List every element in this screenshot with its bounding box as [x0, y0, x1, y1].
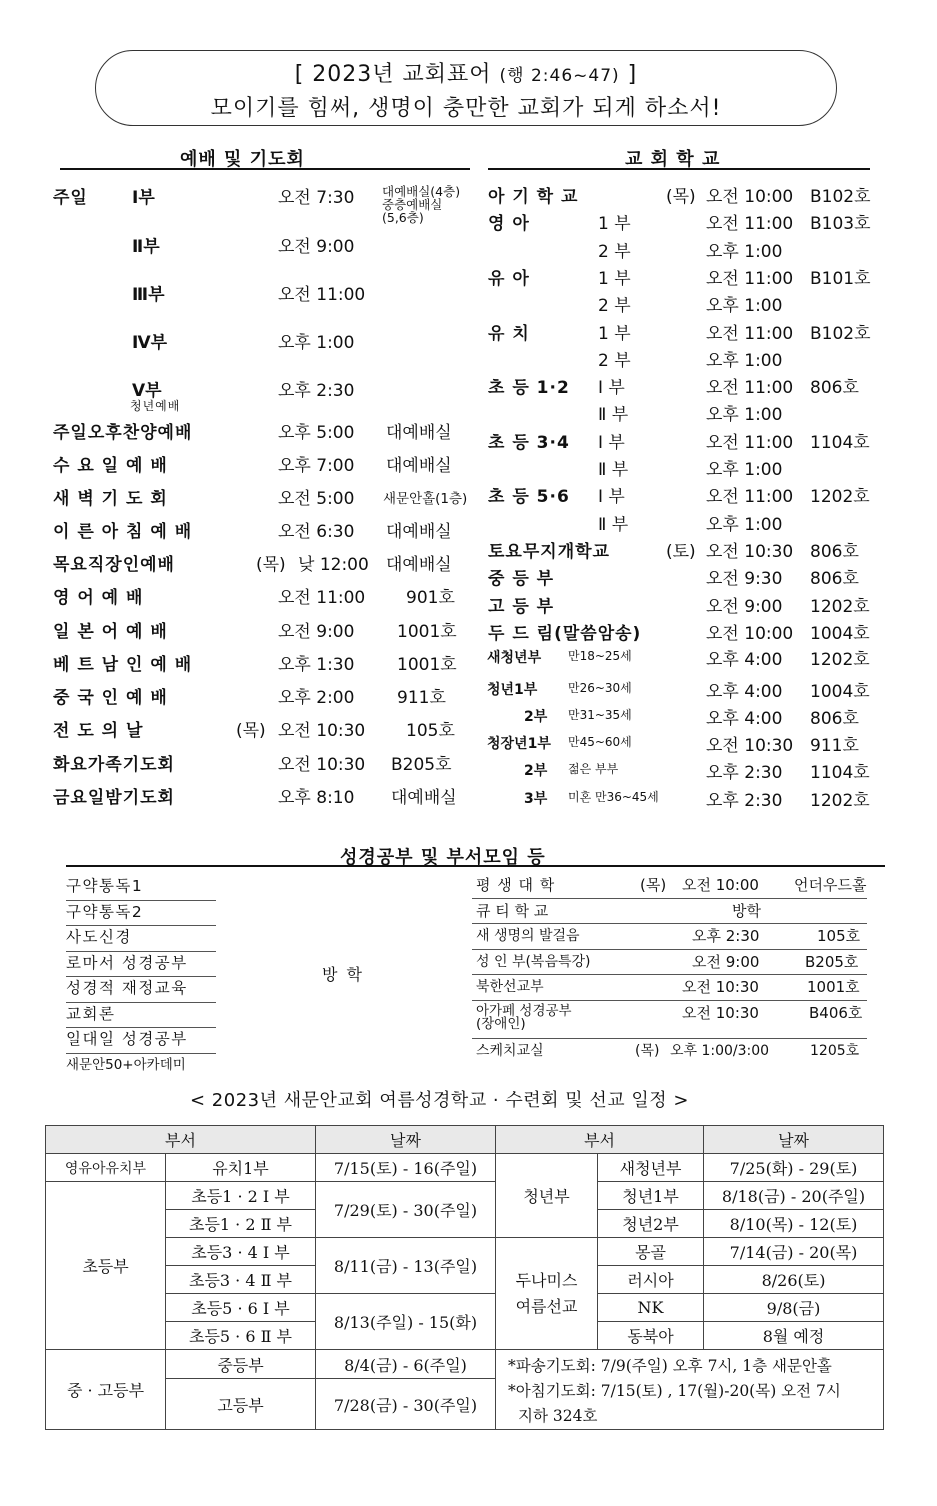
youth-age: 만18~25세: [568, 649, 632, 663]
service-time: 오전 7:30: [278, 188, 355, 208]
school-room: B103호: [810, 214, 871, 235]
youth-time: 오후 2:30: [706, 763, 783, 783]
worship-time: 오후 5:00: [278, 423, 355, 443]
school-time: 오전 10:00: [706, 623, 794, 644]
worship-name: 베 트 남 인 예 배: [53, 655, 193, 675]
service-part: Ⅱ부: [132, 237, 160, 257]
date-cell: 8/26(토): [704, 1266, 884, 1294]
header-date: 날짜: [704, 1126, 884, 1154]
school-room: B101호: [810, 268, 871, 289]
school-time: 오전 11:00: [706, 487, 794, 508]
youth-age: 만45~60세: [568, 735, 632, 749]
date-cell: 7/15(토) - 16(주일): [316, 1154, 496, 1182]
sub-cell: 초등1 · 2 Ⅱ 부: [166, 1210, 316, 1238]
service-part: Ⅰ부: [132, 188, 155, 208]
sunday-locations: 대예배실(4층) 중층예배실 (5,6층): [382, 184, 461, 225]
sub-cell: 청년1부: [598, 1182, 704, 1210]
worship-time: 오전 11:00: [278, 588, 366, 608]
prayer-notes: *파송기도회: 7/9(주일) 오후 7시, 1층 새문안홀 *아침기도회: 7/15(토) , 17(월)-20(목) 오전 7시 지하 324호: [496, 1350, 884, 1430]
school-part: Ⅱ 부: [598, 514, 629, 535]
school-dept: 아 기 학 교: [488, 187, 579, 207]
motto-banner: [95, 50, 837, 126]
youth-room: 1004호: [810, 682, 870, 702]
school-dept: 고 등 부: [488, 596, 555, 617]
group-cell: 초등부: [46, 1182, 166, 1350]
school-room: 1104호: [810, 432, 870, 453]
youth-service-note: 청년예배: [130, 399, 181, 413]
sub-cell: 몽골: [598, 1238, 704, 1266]
school-part: Ⅰ 부: [598, 432, 625, 453]
youth-age: 젊은 부부: [568, 762, 619, 776]
youth-age: 만31~35세: [568, 708, 632, 722]
study-rule: [66, 865, 885, 867]
school-dept: 두 드 림(말씀암송): [488, 623, 642, 644]
worship-loc: 대예배실: [386, 456, 452, 476]
table-header-row: [46, 1126, 884, 1154]
summer-schedule-table: [45, 1125, 884, 1430]
study-left-list: [66, 875, 216, 1078]
service-part: Ⅴ부: [132, 381, 162, 401]
sub-cell: 초등3 · 4 Ⅰ 부: [166, 1238, 316, 1266]
worship-time: 낮 12:00: [298, 555, 369, 575]
school-room: 806호: [810, 569, 859, 590]
table-row: [46, 1350, 884, 1379]
school-part: 2 부: [598, 350, 631, 371]
worship-name: 전 도 의 날: [53, 721, 144, 741]
date-cell: 7/29(토) - 30(주일): [316, 1182, 496, 1238]
study-row: 스케치교실 (목) 오후 1:00/3:00 1205호: [476, 1042, 860, 1059]
school-time: 오전 11:00: [706, 378, 794, 399]
worship-name: 금요일밤기도회: [53, 788, 175, 808]
study-item: 새문안50+아카데미: [66, 1056, 186, 1073]
school-time: 오후 1:00: [706, 460, 783, 480]
youth-time: 오후 4:00: [706, 709, 783, 729]
summer-title: < 2023년 새문안교회 여름성경학교 · 수련회 및 선교 일정 >: [190, 1090, 689, 1111]
sunday-label: 주일: [53, 188, 88, 208]
worship-loc: 901호: [406, 588, 455, 608]
study-item: 일대일 성경공부: [66, 1028, 216, 1054]
worship-loc: 대예배실: [386, 423, 452, 443]
date-cell: 8/13(주일) - 15(화): [316, 1294, 496, 1350]
school-dept: 유 치: [488, 323, 530, 344]
youth-time: 오후 2:30: [706, 791, 783, 811]
worship-rule: [60, 168, 470, 170]
worship-loc: 대예배실: [386, 522, 452, 542]
table-row: [46, 1154, 884, 1182]
service-time: 오후 2:30: [278, 381, 355, 401]
date-cell: 8/4(금) - 6(주일): [316, 1350, 496, 1379]
sub-cell: 동북아: [598, 1322, 704, 1350]
worship-name: 수 요 일 예 배: [53, 456, 168, 476]
service-time: 오전 9:00: [278, 237, 355, 257]
service-time: 오전 11:00: [278, 285, 366, 305]
youth-dept: 청장년1부: [487, 736, 551, 752]
school-day: (목): [666, 187, 696, 207]
sub-cell: 러시아: [598, 1266, 704, 1294]
service-part: Ⅳ부: [132, 333, 168, 353]
youth-room: 1202호: [810, 791, 870, 811]
worship-title: 예배 및 기도회: [180, 149, 305, 170]
youth-room: 911호: [810, 736, 859, 756]
group-cell: 중 · 고등부: [46, 1350, 166, 1430]
date-cell: 7/28(금) - 30(주일): [316, 1379, 496, 1430]
motto-line1: [ 2023년 교회표어 (행 2:46~47) ]: [294, 62, 638, 87]
date-cell: 9/8(금): [704, 1294, 884, 1322]
study-item: 구약통독2: [66, 901, 216, 927]
header-date: 날짜: [316, 1126, 496, 1154]
school-day: (토): [666, 541, 696, 562]
youth-room: 1202호: [810, 650, 870, 670]
date-cell: 8월 예정: [704, 1322, 884, 1350]
school-time: 오전 9:30: [706, 569, 783, 590]
worship-day: (목): [256, 555, 286, 575]
group-cell: 청년부: [496, 1154, 598, 1238]
study-item: 성경적 재정교육: [66, 977, 216, 1003]
school-title: 교 회 학 교: [625, 149, 721, 170]
school-room: B102호: [810, 187, 871, 207]
school-time: 오후 1:00: [706, 296, 783, 317]
sub-cell: 초등5 · 6 Ⅰ 부: [166, 1294, 316, 1322]
worship-name: 주일오후찬양예배: [53, 423, 193, 443]
study-item: 로마서 성경공부: [66, 952, 216, 978]
school-time: 오전 10:00: [706, 187, 794, 207]
youth-room: 1104호: [810, 763, 870, 783]
school-part: 2 부: [598, 296, 631, 317]
school-dept: 초 등 5·6: [488, 487, 570, 508]
header-dept: 부서: [46, 1126, 316, 1154]
study-row: 북한선교부 오전 10:30 1001호: [472, 975, 867, 1001]
sub-cell: 초등1 · 2 Ⅰ 부: [166, 1182, 316, 1210]
sub-cell: 유치1부: [166, 1154, 316, 1182]
youth-dept: 2부: [524, 763, 548, 779]
worship-name: 영 어 예 배: [53, 588, 144, 608]
study-left-status: 방 학: [322, 965, 364, 984]
sub-cell: 초등5 · 6 Ⅱ 부: [166, 1322, 316, 1350]
youth-time: 오후 4:00: [706, 650, 783, 670]
study-row: 큐 티 학 교 방학: [472, 899, 867, 925]
worship-time: 오전 10:30: [278, 755, 366, 775]
youth-dept: 청년1부: [487, 682, 538, 698]
study-row: 새 생명의 발걸음 오후 2:30 105호: [472, 924, 867, 950]
school-time: 오후 1:00: [706, 514, 783, 535]
worship-loc: 105호: [406, 721, 455, 741]
youth-age: 만26~30세: [568, 681, 632, 695]
worship-time: 오후 7:00: [278, 456, 355, 476]
worship-time: 오후 2:00: [278, 688, 355, 708]
service-part: Ⅲ부: [132, 285, 165, 305]
school-room: B102호: [810, 323, 871, 344]
worship-name: 목요직장인예배: [53, 555, 175, 575]
study-item: 사도신경: [66, 926, 216, 952]
date-cell: 8/11(금) - 13(주일): [316, 1238, 496, 1294]
table-row: [46, 1294, 884, 1322]
group-cell: 두나미스 여름선교: [496, 1238, 598, 1350]
table-row: [46, 1182, 884, 1210]
school-time: 오후 1:00: [706, 350, 783, 371]
worship-loc: 새문안홀(1층): [383, 491, 468, 507]
youth-time: 오후 4:00: [706, 682, 783, 702]
school-room: 1202호: [810, 487, 870, 508]
study-row: 아가페 성경공부 (장애인) 오전 10:30 B406호: [472, 1001, 867, 1039]
worship-name: 화요가족기도회: [53, 755, 175, 775]
school-room: 1004호: [810, 623, 870, 644]
youth-dept: 3부: [524, 791, 548, 807]
sub-cell: 청년2부: [598, 1210, 704, 1238]
school-time: 오후 1:00: [706, 241, 783, 262]
school-dept: 토요무지개학교: [488, 541, 610, 562]
worship-loc: 1001호: [397, 622, 457, 642]
youth-dept: 새청년부: [487, 650, 542, 666]
worship-time: 오전 10:30: [278, 721, 366, 741]
school-dept: 유 아: [488, 268, 530, 289]
school-time: 오전 10:30: [706, 541, 794, 562]
school-room: 1202호: [810, 596, 870, 617]
school-dept: 영 아: [488, 214, 530, 235]
date-cell: 7/14(금) - 20(목): [704, 1238, 884, 1266]
study-right-list: [472, 873, 867, 1063]
worship-loc: 911호: [397, 688, 446, 708]
service-time: 오후 1:00: [278, 333, 355, 353]
sub-cell: NK: [598, 1294, 704, 1322]
study-item: 교회론: [66, 1003, 216, 1029]
worship-time: 오후 8:10: [278, 788, 355, 808]
school-part: 1 부: [598, 323, 631, 344]
sub-cell: 초등3 · 4 Ⅱ 부: [166, 1266, 316, 1294]
date-cell: 8/18(금) - 20(주일): [704, 1182, 884, 1210]
school-part: 1 부: [598, 268, 631, 289]
school-time: 오전 11:00: [706, 323, 794, 344]
worship-loc: 대예배실: [391, 788, 457, 808]
school-time: 오전 11:00: [706, 214, 794, 235]
worship-time: 오전 9:00: [278, 622, 355, 642]
worship-time: 오전 5:00: [278, 489, 355, 509]
sub-cell: 새청년부: [598, 1154, 704, 1182]
worship-name: 일 본 어 예 배: [53, 622, 168, 642]
group-cell: 영유아유치부: [46, 1154, 166, 1182]
sub-cell: 중등부: [166, 1350, 316, 1379]
study-item: 구약통독1: [66, 875, 216, 901]
study-row: 평 생 대 학 (목) 오전 10:00 언더우드홀: [472, 873, 867, 899]
school-part: 1 부: [598, 214, 631, 235]
worship-loc: B205호: [391, 755, 452, 775]
youth-room: 806호: [810, 709, 859, 729]
date-cell: 7/25(화) - 29(토): [704, 1154, 884, 1182]
school-time: 오후 1:00: [706, 405, 783, 426]
youth-age: 미혼 만36~45세: [568, 790, 659, 804]
worship-loc: 대예배실: [386, 555, 452, 575]
school-time: 오전 11:00: [706, 268, 794, 289]
school-time: 오전 9:00: [706, 596, 783, 617]
date-cell: 8/10(목) - 12(토): [704, 1210, 884, 1238]
worship-day: (목): [236, 721, 266, 741]
youth-time: 오전 10:30: [706, 736, 794, 756]
school-part: Ⅱ 부: [598, 460, 629, 480]
study-row: 성 인 부(복음특강) 오전 9:00 B205호: [472, 950, 867, 976]
school-part: Ⅰ 부: [598, 487, 625, 508]
school-room: 806호: [810, 541, 859, 562]
sub-cell: 고등부: [166, 1379, 316, 1430]
school-dept: 초 등 3·4: [488, 432, 570, 453]
school-rule: [488, 168, 870, 170]
school-dept: 중 등 부: [488, 569, 555, 590]
header-dept: 부서: [496, 1126, 704, 1154]
worship-name: 새 벽 기 도 회: [53, 489, 168, 509]
motto-line2: 모이기를 힘써, 생명이 충만한 교회가 되게 하소서!: [210, 96, 722, 121]
school-dept: 초 등 1·2: [488, 378, 570, 399]
school-part: Ⅰ 부: [598, 378, 625, 399]
table-row: [46, 1238, 884, 1266]
study-title: 성경공부 및 부서모임 등: [340, 847, 546, 868]
worship-loc: 1001호: [397, 655, 457, 675]
school-room: 806호: [810, 378, 859, 399]
worship-time: 오전 6:30: [278, 522, 355, 542]
school-part: Ⅱ 부: [598, 405, 629, 426]
school-time: 오전 11:00: [706, 432, 794, 453]
worship-time: 오후 1:30: [278, 655, 355, 675]
youth-dept: 2부: [524, 709, 548, 725]
school-part: 2 부: [598, 241, 631, 262]
worship-name: 이 른 아 침 예 배: [53, 522, 193, 542]
worship-name: 중 국 인 예 배: [53, 688, 168, 708]
